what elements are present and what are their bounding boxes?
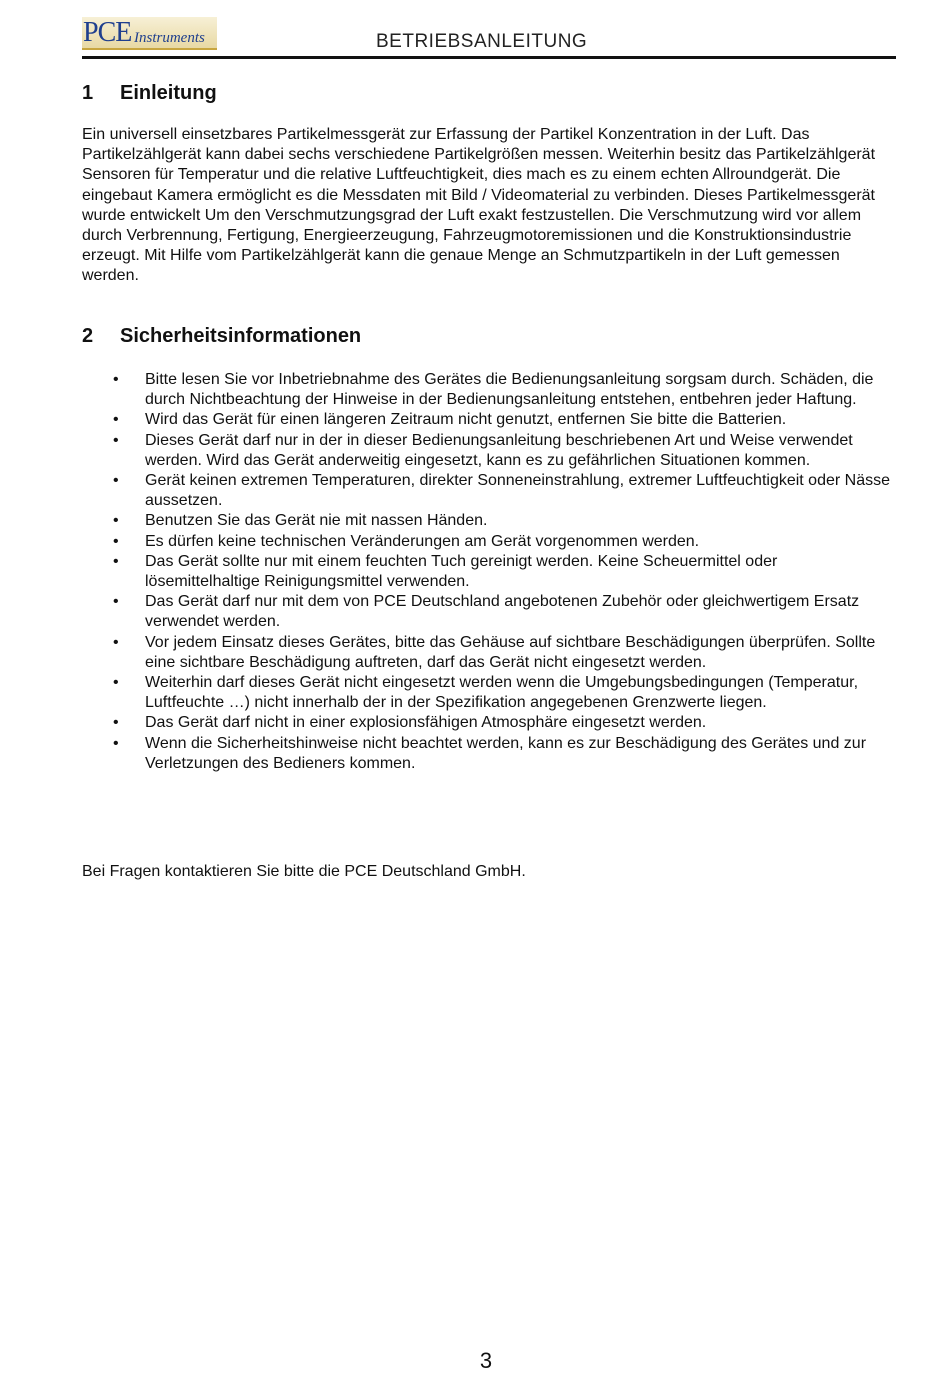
section-1-number: 1 — [82, 82, 94, 104]
section-2-number: 2 — [82, 325, 94, 347]
list-item: • Das Gerät darf nur mit dem von PCE Deutschland angebotenen Zubehör oder gleichwertigem Ersatz verwendet werden. — [82, 592, 894, 632]
list-item: • Vor jedem Einsatz dieses Gerätes, bitte das Gehäuse auf sichtbare Beschädigungen überprüfen. Sollte eine sichtbare Beschädigung auftreten, darf das Gerät nicht eingesetzt werden. — [82, 633, 894, 673]
list-item: • Weiterhin darf dieses Gerät nicht eingesetzt werden wenn die Umgebungsbedingungen (Temperatur, Luftfeuchte …) nicht innerhalb der in der Spezifikation angegebenen Grenzwerte liegen. — [82, 673, 894, 713]
closing-text: Bei Fragen kontaktieren Sie bitte die PCE Deutschland GmbH. — [82, 863, 526, 880]
list-item: • Gerät keinen extremen Temperaturen, direkter Sonneneinstrahlung, extremer Luftfeuchtigkeit oder Nässe aussetzen. — [82, 471, 894, 511]
section-1-title: Einleitung — [120, 82, 217, 104]
pce-instruments-logo — [82, 17, 217, 50]
page-number: 3 — [479, 1348, 493, 1373]
list-item: • Das Gerät darf nicht in einer explosionsfähigen Atmosphäre eingesetzt werden. — [82, 713, 894, 733]
list-item: • Es dürfen keine technischen Veränderungen am Gerät vorgenommen werden. — [82, 532, 894, 552]
list-item: • Bitte lesen Sie vor Inbetriebnahme des Gerätes die Bedienungsanleitung sorgsam durch. Schäden, die durch Nichtbeachtung der Hinweise in der Bedienungsanleitung entstehen, entbehren jeder Haftung. — [82, 370, 894, 410]
safety-list — [82, 370, 894, 774]
logo-pce-text: PCE — [83, 17, 132, 48]
section-1-paragraph: Ein universell einsetzbares Partikelmessgerät zur Erfassung der Partikel Konzentration in der Luft. Das Partikelzählgerät kann dabei sechs verschiedene Partikelgrößen messen. Weiterhin besitz das Partikelzählgerät Sensoren für Temperatur und die relative Luftfeuchtigkeit, dies mach es zu einem echten Allroundgerät. Die eingebaut Kamera ermöglicht es die Messdaten mit Bild / Videomaterial zu verbinden. Dieses Partikelmessgerät wurde entwickelt Um den Verschmutzungsgrad der Luft exakt festzustellen. Die Verschmutzung wird vor allem durch Verbrennung, Fertigung, Energieerzeugung, Fahrzeugmotoremissionen und die Konstruktionsindustrie erzeugt. Mit Hilfe vom Partikelzählgerät kann die genaue Menge an Schmutzpartikeln in der Luft gemessen werden. — [82, 126, 876, 285]
section-2-heading — [82, 324, 361, 348]
section-1-heading — [82, 81, 217, 105]
section-2-title: Sicherheitsinformationen — [120, 325, 362, 347]
list-item: • Das Gerät sollte nur mit einem feuchten Tuch gereinigt werden. Keine Scheuermittel oder lösemittelhaltige Reinigungsmittel verwenden. — [82, 552, 894, 592]
document-title: BETRIEBSANLEITUNG — [376, 31, 588, 52]
list-item: • Wird das Gerät für einen längeren Zeitraum nicht genutzt, entfernen Sie bitte die Batterien. — [82, 410, 894, 430]
header-divider — [82, 56, 896, 59]
list-item: • Benutzen Sie das Gerät nie mit nassen Händen. — [82, 511, 894, 531]
list-item: • Wenn die Sicherheitshinweise nicht beachtet werden, kann es zur Beschädigung des Gerätes und zur Verletzungen des Bedieners kommen. — [82, 734, 894, 774]
logo-instruments-text: Instruments — [134, 30, 205, 46]
list-item: • Dieses Gerät darf nur in der in dieser Bedienungsanleitung beschriebenen Art und Weise verwendet werden. Wird das Gerät anderweitig eingesetzt, kann es zu gefährlichen Situationen kommen. — [82, 431, 894, 471]
